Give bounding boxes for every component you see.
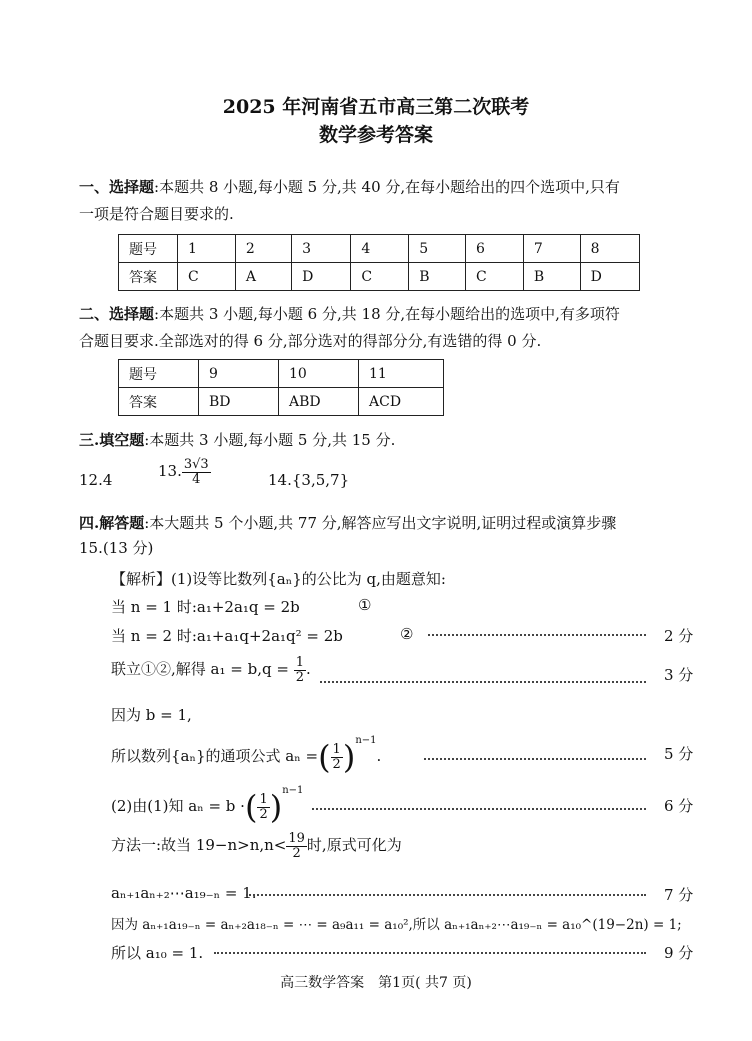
number-cell: 8 [580,235,639,263]
page-footer: 高三数学答案 第1页( 共7 页) [280,975,472,991]
line-text: (2)由(1)知 aₙ = b · [111,797,245,815]
part2-desc-line2: 合题目要求.全部选对的得 6 分,部分选对的得部分分,有选错的得 0 分. [79,332,542,350]
answer-cell: B [409,263,466,291]
answer-cell: D [580,263,639,291]
part3-heading: 三.填空题 [79,431,145,449]
answer-cell: ABD [279,388,359,416]
answer-cell: B [523,263,580,291]
number-cell: 3 [292,235,351,263]
answer-cell: C [466,263,524,291]
number-cell: 2 [235,235,291,263]
row-label: 题号 [119,360,199,388]
number-cell: 1 [178,235,236,263]
part1-desc [79,176,620,197]
fraction-denominator: 4 [192,471,201,487]
answer-cell: C [178,263,236,291]
line-text: 所以数列{aₙ}的通项公式 aₙ = [111,747,319,765]
answer-cell: ACD [359,388,444,416]
solution-line: 联立①②,解得 a₁ = b,q = $\frac{1}{2}$ . [111,655,311,685]
answer-q12: 12.4 [79,471,113,489]
row-label: 答案 [119,388,199,416]
line-text: 联立①②,解得 a₁ = b,q = [111,660,289,679]
line-text: 时,原式可化为 [306,836,402,855]
dot-leader [246,894,646,896]
answer-cell: D [292,263,351,291]
q13-fraction [182,458,211,486]
solution-line: aₙ₊₁aₙ₊₂⋯a₁₉₋ₙ = 1. [111,884,257,902]
part4-heading: 四.解答题 [79,514,145,532]
fraction-numerator: 1 [295,655,304,670]
fraction-numerator: 3√3 [183,457,209,472]
part1-desc-line1: :本题共 8 小题,每小题 5 分,共 40 分,在每小题给出的四个选项中,只有 [154,178,620,196]
number-cell: 9 [199,360,279,388]
fraction [294,656,306,684]
part4-desc-text: :本大题共 5 个小题,共 77 分,解答应写出文字说明,证明过程或演算步骤 [144,514,617,532]
table-row [119,263,640,291]
score: 6 分 [664,797,694,815]
fraction [331,743,343,771]
solution-line: 所以 a₁₀ = 1. [111,944,204,962]
line-text: 方法一:故当 19−n>n,n< [111,836,287,855]
equation-mark: ① [358,596,372,614]
q13-prefix: 13. [158,462,182,481]
dot-leader [320,681,646,683]
fraction-denominator: 2 [292,845,301,861]
exponent: n−1 [355,735,377,746]
part1-answer-table [118,234,640,291]
table-row [119,388,444,416]
number-cell: 6 [466,235,524,263]
score: 2 分 [664,627,694,645]
score: 7 分 [664,886,694,904]
answer-q14: 14.{3,5,7} [268,471,350,489]
q15-header: 15.(13 分) [79,539,154,557]
solution-line: 所以数列{aₙ}的通项公式 aₙ =( $\frac{1}{2}$ )$^{n-1}$. [111,735,382,776]
table-row [119,235,640,263]
part2-heading: 二、选择题 [79,305,155,323]
solution-line: 当 n = 1 时:a₁+2a₁q = 2b [111,598,300,616]
fraction-numerator: 1 [259,791,268,807]
fraction [257,793,269,821]
fraction-numerator: 19 [288,831,305,846]
solution-line: 因为 aₙ₊₁a₁₉₋ₙ = aₙ₊₂a₁₈₋ₙ = ⋯ = a₉a₁₁ = a₁₀²,所以 aₙ₊₁aₙ₊₂⋯a₁₉₋ₙ = a₁₀^(19−2n) = 1; [111,917,682,933]
solution-line: 因为 b = 1, [111,706,192,724]
part3-desc-text: :本题共 3 小题,每小题 5 分,共 15 分. [144,431,396,449]
page-title: 2025 年河南省五市高三第二次联考 [222,96,530,118]
number-cell: 4 [351,235,409,263]
part3-desc [79,429,395,450]
part1-desc-line2: 一项是符合题目要求的. [79,205,234,223]
fraction-denominator: 2 [332,756,341,772]
number-cell: 7 [523,235,580,263]
dot-leader [424,758,646,760]
answer-q13 [158,458,211,486]
part2-desc [79,303,620,324]
equation-mark: ② [400,625,414,643]
solution-line [111,832,402,860]
number-cell: 5 [409,235,466,263]
score: 3 分 [664,666,694,684]
number-cell: 11 [359,360,444,388]
part2-desc-line1: :本题共 3 小题,每小题 6 分,共 18 分,在每小题给出的选项中,有多项符 [154,305,620,323]
fraction-denominator: 2 [295,669,304,685]
part1-heading: 一、选择题 [79,178,155,196]
score: 9 分 [664,944,694,962]
fraction [286,832,307,860]
table-row [119,360,444,388]
part2-answer-table [118,359,444,416]
dot-leader [428,634,646,636]
fraction-denominator: 2 [259,806,268,822]
dot-leader [214,952,646,954]
fraction-numerator: 1 [332,741,341,757]
answer-cell: C [351,263,409,291]
page-subtitle: 数学参考答案 [318,124,433,146]
solution-line: 当 n = 2 时:a₁+a₁q+2a₁q² = 2b [111,627,343,645]
answer-cell: BD [199,388,279,416]
solution-line: 【解析】(1)设等比数列{aₙ}的公比为 q,由题意知: [111,570,446,588]
answer-cell: A [235,263,291,291]
score: 5 分 [664,745,694,763]
row-label: 答案 [119,263,178,291]
number-cell: 10 [279,360,359,388]
part4-desc [79,512,616,533]
exponent: n−1 [282,785,304,796]
row-label: 题号 [119,235,178,263]
solution-line: (2)由(1)知 aₙ = b ·( $\frac{1}{2}$ )$^{n-1}$ [111,785,304,826]
dot-leader [312,808,646,810]
